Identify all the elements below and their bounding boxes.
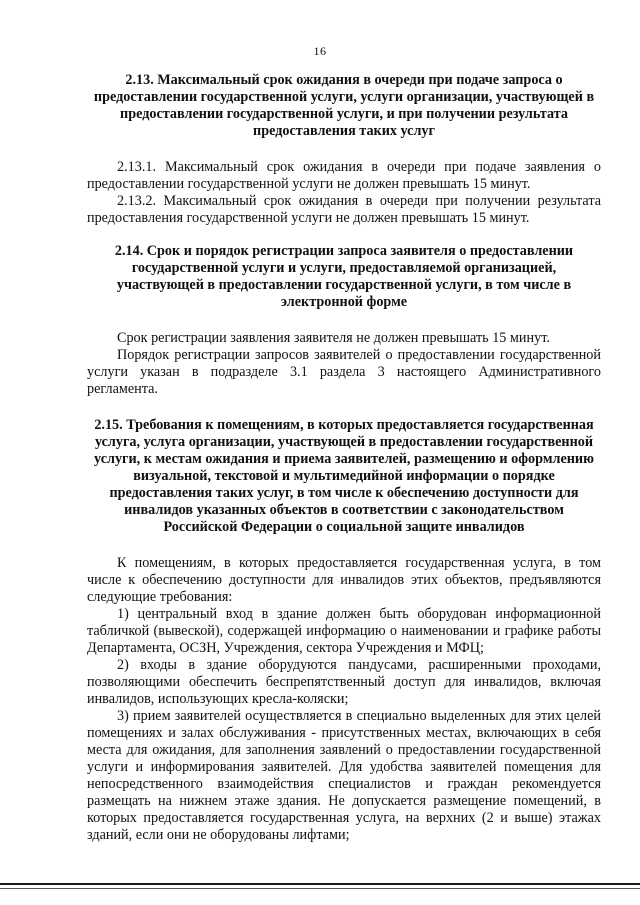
- paragraph-2-13-2: 2.13.2. Максимальный срок ожидания в очереди при получении результата предоставления государственной услуги не должен превышать 15 минут.: [87, 193, 601, 226]
- document-body: [87, 72, 601, 844]
- paragraph-2-13-1: 2.13.1. Максимальный срок ожидания в очереди при подаче заявления о предоставлении государственной услуги не должен превышать 15 минут.: [87, 159, 601, 192]
- scan-edge-line: [0, 883, 640, 885]
- section-heading-2-13: 2.13. Максимальный срок ожидания в очереди при подаче запроса о предоставлении государственной услуги, услуги организации, участвующей в предоставлении государственной услуги, и при получении результата предоставления таких услуг: [93, 72, 595, 139]
- paragraph-registration-order: Порядок регистрации запросов заявителей о предоставлении государственной услуги указан в подразделе 3.1 раздела 3 настоящего Административного регламента.: [87, 347, 601, 397]
- page-number: 16: [313, 44, 327, 58]
- scan-edge-line-secondary: [0, 888, 640, 889]
- section-heading-2-15: 2.15. Требования к помещениям, в которых предоставляется государственная услуга, услуга организации, участвующей в предоставлении государственной услуги, к местам ожидания и приема заявителей, размещению и оформлению визуальной, текстовой и мультимедийной информации о порядке предоставления таких услуг, в том числе к обеспечению доступности для инвалидов указанных объектов в соответствии с законодательством Российской Федерации о социальной защите инвалидов: [94, 417, 594, 535]
- paragraph-registration-time: Срок регистрации заявления заявителя не должен превышать 15 минут.: [117, 330, 550, 346]
- list-item-3: 3) прием заявителей осуществляется в специально выделенных для этих целей помещениях и залах обслуживания - присутственных местах, включающих в себя места для ожидания, для заполнения заявлений о предоставлении государственной услуги и информирования заявителей. Для удобства заявителей помещения для непосредственного взаимодействия специалистов и граждан рекомендуется размещать на нижнем этаже здания. Не допускается размещение помещений, в которых предоставляется государственная услуга, на верхних (2 и выше) этажах зданий, если они не оборудованы лифтами;: [87, 708, 601, 843]
- list-item-2: 2) входы в здание оборудуются пандусами, расширенными проходами, позволяющими обеспечить беспрепятственный доступ для инвалидов, включая инвалидов, использующих кресла-коляски;: [87, 657, 601, 707]
- list-item-1: 1) центральный вход в здание должен быть оборудован информационной табличкой (вывеской), содержащей информацию о наименовании и графике работы Департамента, ОСЗН, Учреждения, сектора Учреждения и МФЦ;: [87, 606, 601, 656]
- paragraph-requirements-intro: К помещениям, в которых предоставляется государственная услуга, в том числе к обеспечению доступности для инвалидов этих объектов, предъявляются следующие требования:: [87, 555, 601, 605]
- section-heading-2-14: 2.14. Срок и порядок регистрации запроса заявителя о предоставлении государственной услуги и услуги, предоставляемой организацией, участвующей в предоставлении государственной услуги, в том числе в электронной форме: [114, 243, 574, 310]
